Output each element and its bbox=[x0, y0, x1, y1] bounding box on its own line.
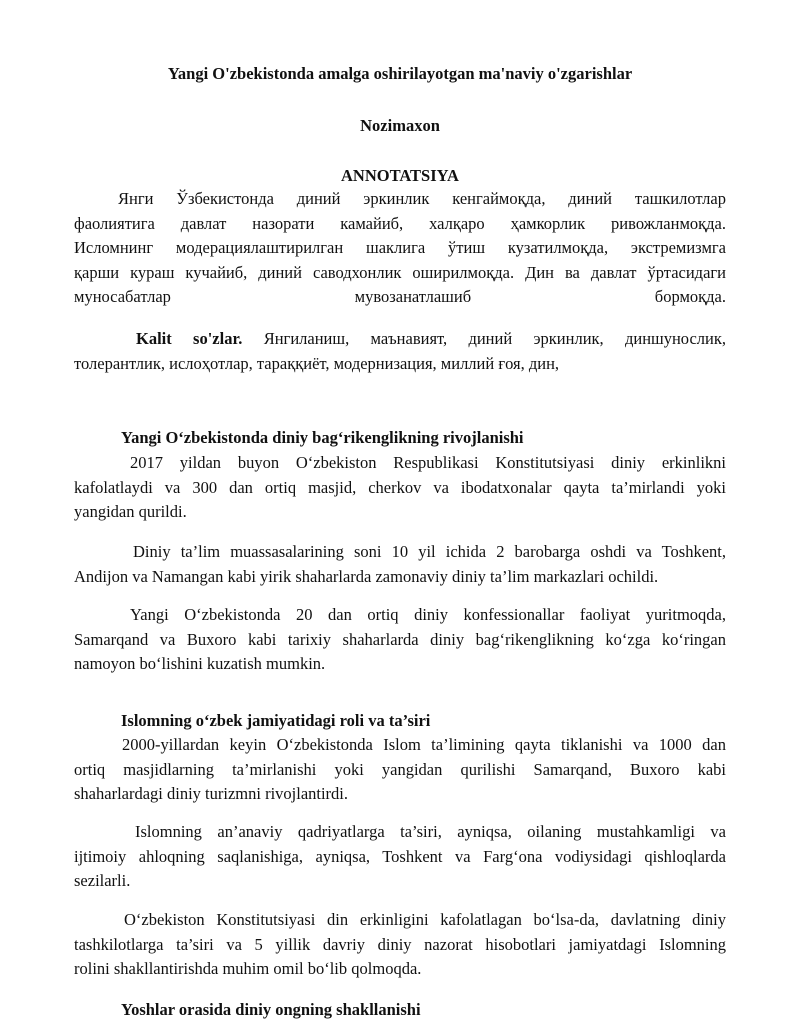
section-heading: Yangi O‘zbekistonda diniy bag‘rikenglikning rivojlanishi bbox=[121, 428, 524, 447]
keywords-text: Янгиланиш, маънавият, диний эркинлик, диншунослик, bbox=[263, 329, 726, 348]
annotation-paragraph bbox=[74, 187, 726, 310]
body-paragraph bbox=[74, 603, 726, 677]
annotation-heading: ANNOTATSIYA bbox=[341, 166, 459, 185]
paragraph-line: Yangi O‘zbekistonda 20 dan ortiq diniy konfessionallar faoliyat yuritmoqda, bbox=[130, 605, 726, 624]
section-heading: Islomning o‘zbek jamiyatidagi roli va ta’siri bbox=[121, 711, 431, 730]
document-title: Yangi O'zbekistonda amalga oshirilayotgan ma'naviy o'zgarishlar bbox=[167, 64, 633, 83]
section-heading: Yoshlar orasida diniy ongning shakllanishi bbox=[121, 1000, 421, 1019]
paragraph-line: Diniy ta’lim muassasalarining soni 10 yil ichida 2 barobarga oshdi va Toshkent, bbox=[133, 542, 726, 561]
paragraph-line: yangidan qurildi. bbox=[74, 502, 187, 521]
body-paragraph bbox=[74, 908, 726, 982]
paragraph-line: kafolatlaydi va 300 dan ortiq masjid, cherkov va ibodatxonalar qayta ta’mirlandi yoki bbox=[74, 477, 726, 497]
body-paragraph bbox=[74, 733, 726, 807]
paragraph-line: sezilarli. bbox=[74, 871, 131, 890]
paragraph-line: ortiq masjidlarning ta’mirlanishi yoki yangidan qurilishi Samarqand, Buxoro kabi bbox=[74, 759, 726, 779]
annotation-line: қарши кураш кучайиб, диний саводхонлик оширилмоқда. Дин ва давлат ўртасидаги bbox=[74, 262, 726, 282]
paragraph-line: rolini shakllantirishda muhim omil bo‘lib qolmoqda. bbox=[74, 959, 422, 978]
annotation-line: муносабатлар мувозанатлашиб бормоқда. bbox=[74, 287, 726, 306]
paragraph-line: Islomning an’anaviy qadriyatlarga ta’siri, ayniqsa, oilaning mustahkamligi va bbox=[135, 822, 726, 841]
paragraph-line: O‘zbekiston Konstitutsiyasi din erkinligini kafolatlagan bo‘lsa-da, davlatning diniy bbox=[124, 910, 726, 929]
paragraph-line: 2000-yillardan keyin O‘zbekistonda Islom ta’limining qayta tiklanishi va 1000 dan bbox=[122, 735, 726, 754]
keywords-paragraph bbox=[74, 327, 726, 376]
paragraph-line: shaharlardagi diniy turizmni rivojlantirdi. bbox=[74, 784, 349, 803]
keywords-line bbox=[74, 327, 726, 352]
paragraph-line: Samarqand va Buxoro kabi tarixiy shaharlarda diniy bag‘rikenglikning ko‘zga ko‘ringan bbox=[74, 629, 726, 649]
paragraph-line: tashkilotlarga ta’siri va 5 yillik davriy diniy nazorat hisobotlari jamiyatdagi Islomning bbox=[74, 934, 726, 954]
keywords-label: Kalit so'zlar. bbox=[136, 329, 243, 348]
annotation-line: Янги Ўзбекистонда диний эркинлик кенгаймоқда, диний ташкилотлар bbox=[118, 189, 726, 208]
paragraph-line: Andijon va Namangan kabi yirik shaharlarda zamonaviy diniy ta’lim markazlari ochildi. bbox=[74, 566, 659, 586]
paragraph-line: namoyon bo‘lishini kuzatish mumkin. bbox=[74, 654, 326, 673]
paragraph-line: ijtimoiy ahloqning saqlanishiga, ayniqsa, Toshkent va Farg‘ona vodiysidagi qishloqlarda bbox=[74, 846, 726, 866]
paragraph-line: 2017 yildan buyon O‘zbekiston Respublikasi Konstitutsiyasi diniy erkinlikni bbox=[130, 453, 726, 472]
author-name: Nozimaxon bbox=[360, 116, 440, 135]
body-paragraph bbox=[74, 820, 726, 894]
body-paragraph bbox=[74, 540, 726, 589]
body-paragraph bbox=[74, 451, 726, 525]
annotation-line: фаолиятига давлат назорати камайиб, халқаро ҳамкорлик ривожланмоқда. bbox=[74, 213, 726, 233]
annotation-line: Исломнинг модерациялаштирилган шаклига ўтиш кузатилмоқда, экстремизмга bbox=[74, 238, 726, 257]
keywords-line: толерантлик, ислоҳотлар, тараққиёт, модернизация, миллий ғоя, дин, bbox=[74, 353, 560, 373]
